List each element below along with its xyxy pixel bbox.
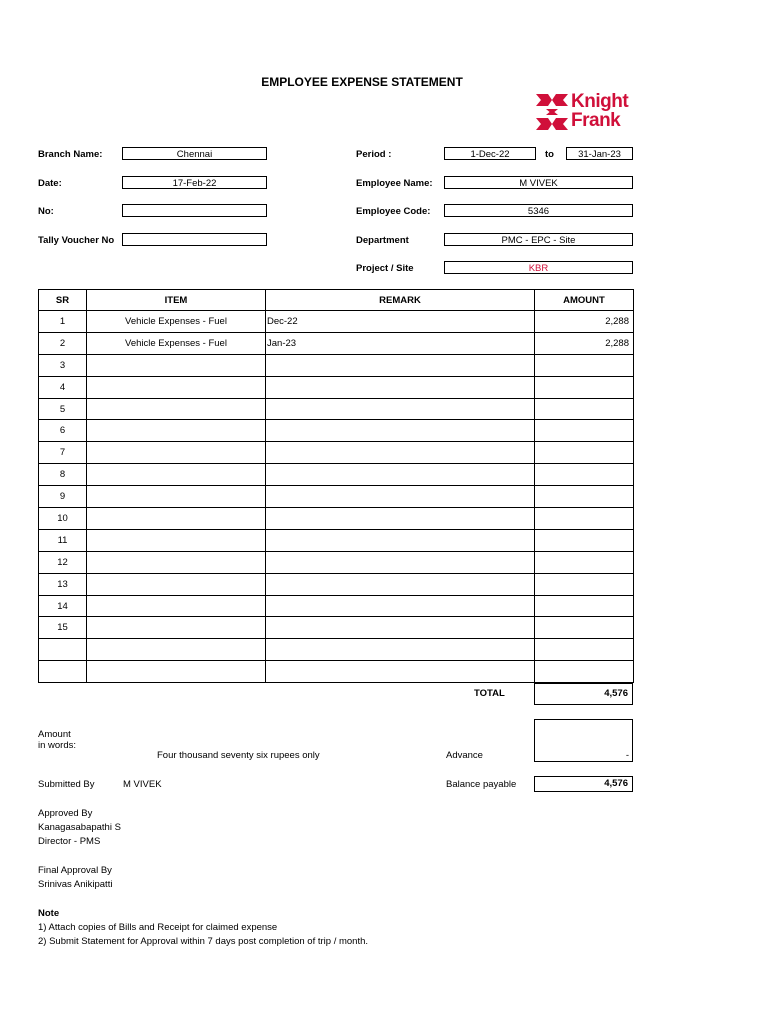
table-row (39, 442, 634, 464)
branch-label: Branch Name: (38, 149, 103, 160)
approved-by-name: Kanagasabapathi S (38, 822, 121, 833)
amount-cell[interactable] (535, 617, 634, 639)
period-label: Period : (356, 149, 392, 160)
sr-cell[interactable]: 8 (39, 464, 87, 486)
no-field[interactable] (122, 204, 267, 217)
item-cell[interactable] (87, 464, 266, 486)
submitted-by-label: Submitted By (38, 779, 95, 790)
table-row (39, 661, 634, 683)
expense-table (38, 289, 634, 683)
table-row (39, 464, 634, 486)
remark-cell[interactable] (266, 573, 535, 595)
remark-cell[interactable] (266, 442, 535, 464)
branch-field[interactable]: Chennai (122, 147, 267, 160)
project-field[interactable]: KBR (444, 261, 633, 274)
amount-cell[interactable] (535, 595, 634, 617)
period-from-field[interactable]: 1-Dec-22 (444, 147, 536, 160)
submitted-by-value: M VIVEK (123, 779, 162, 790)
table-row (39, 639, 634, 661)
remark-cell[interactable]: Jan-23 (266, 332, 535, 354)
item-cell[interactable] (87, 486, 266, 508)
table-row (39, 311, 634, 333)
sr-cell[interactable]: 6 (39, 420, 87, 442)
amount-cell[interactable] (535, 376, 634, 398)
sr-cell[interactable]: 12 (39, 551, 87, 573)
sr-cell[interactable]: 13 (39, 573, 87, 595)
remark-cell[interactable] (266, 486, 535, 508)
remark-cell[interactable] (266, 354, 535, 376)
approved-by-label: Approved By (38, 808, 93, 819)
remark-cell[interactable] (266, 376, 535, 398)
period-to-word: to (545, 149, 554, 160)
table-row (39, 376, 634, 398)
table-row (39, 551, 634, 573)
table-row (39, 420, 634, 442)
project-label: Project / Site (356, 263, 414, 274)
employee-code-field[interactable]: 5346 (444, 204, 633, 217)
amount-cell[interactable] (535, 551, 634, 573)
item-cell[interactable]: Vehicle Expenses - Fuel (87, 332, 266, 354)
amount-cell[interactable] (535, 354, 634, 376)
table-row (39, 354, 634, 376)
remark-cell[interactable] (266, 420, 535, 442)
balance-payable-value: 4,576 (534, 776, 633, 792)
remark-cell[interactable] (266, 529, 535, 551)
department-label: Department (356, 235, 409, 246)
table-row (39, 486, 634, 508)
sr-cell[interactable] (39, 661, 87, 683)
item-cell[interactable] (87, 661, 266, 683)
remark-cell[interactable] (266, 464, 535, 486)
table-row (39, 332, 634, 354)
item-cell[interactable] (87, 398, 266, 420)
notes-block (38, 907, 368, 949)
sr-cell[interactable]: 2 (39, 332, 87, 354)
amount-cell[interactable] (535, 661, 634, 683)
item-cell[interactable] (87, 551, 266, 573)
amount-cell[interactable] (535, 398, 634, 420)
date-label: Date: (38, 178, 62, 189)
final-approval-name: Srinivas Anikipatti (38, 879, 113, 890)
amount-header: AMOUNT (535, 290, 634, 311)
sr-cell[interactable]: 10 (39, 508, 87, 530)
amount-cell[interactable] (535, 420, 634, 442)
remark-cell[interactable] (266, 639, 535, 661)
sr-cell[interactable]: 3 (39, 354, 87, 376)
final-approval-label: Final Approval By (38, 865, 112, 876)
table-row (39, 398, 634, 420)
item-cell[interactable] (87, 617, 266, 639)
note-line-2: 2) Submit Statement for Approval within 7 days post completion of trip / month. (38, 936, 369, 947)
sr-cell[interactable]: 14 (39, 595, 87, 617)
amount-cell[interactable] (535, 442, 634, 464)
remark-cell[interactable] (266, 551, 535, 573)
total-value: 4,576 (534, 683, 633, 705)
approved-by-title: Director - PMS (38, 836, 101, 847)
item-cell[interactable]: Vehicle Expenses - Fuel (87, 311, 266, 333)
logo-mark-icon (536, 92, 568, 132)
remark-header: REMARK (266, 290, 535, 311)
item-cell[interactable] (87, 595, 266, 617)
logo-text: Knight Frank (571, 91, 629, 131)
note-line-1: 1) Attach copies of Bills and Receipt for claimed expense (38, 922, 278, 933)
advance-label: Advance (446, 750, 483, 761)
date-field[interactable]: 17-Feb-22 (122, 176, 267, 189)
amount-cell[interactable] (535, 486, 634, 508)
amount-words-label: Amount in words: (38, 729, 77, 751)
item-cell[interactable] (87, 573, 266, 595)
company-logo (536, 92, 631, 132)
remark-cell[interactable] (266, 508, 535, 530)
amount-words-value: Four thousand seventy six rupees only (157, 750, 320, 761)
tally-voucher-field[interactable] (122, 233, 267, 246)
page-title: EMPLOYEE EXPENSE STATEMENT (261, 75, 463, 89)
sr-cell[interactable]: 7 (39, 442, 87, 464)
item-cell[interactable] (87, 508, 266, 530)
item-cell[interactable] (87, 376, 266, 398)
approved-by-block (38, 807, 121, 849)
item-cell[interactable] (87, 354, 266, 376)
notes-heading: Note (38, 908, 60, 919)
table-row (39, 573, 634, 595)
no-label: No: (38, 206, 54, 217)
sr-cell[interactable]: 15 (39, 617, 87, 639)
final-approval-block (38, 864, 112, 892)
amount-cell[interactable] (535, 639, 634, 661)
table-header-row (39, 290, 634, 311)
balance-payable-label: Balance payable (446, 779, 517, 790)
remark-cell[interactable] (266, 398, 535, 420)
employee-code-label: Employee Code: (356, 206, 431, 217)
amount-cell[interactable] (535, 529, 634, 551)
amount-cell[interactable] (535, 573, 634, 595)
amount-cell[interactable] (535, 508, 634, 530)
item-cell[interactable] (87, 442, 266, 464)
table-row (39, 508, 634, 530)
sr-header: SR (39, 290, 87, 311)
item-header: ITEM (87, 290, 266, 311)
sr-cell[interactable]: 5 (39, 398, 87, 420)
table-row (39, 595, 634, 617)
remark-cell[interactable] (266, 661, 535, 683)
department-field[interactable]: PMC - EPC - Site (444, 233, 633, 246)
employee-name-label: Employee Name: (356, 178, 433, 189)
sr-cell[interactable]: 4 (39, 376, 87, 398)
item-cell[interactable] (87, 639, 266, 661)
advance-value: - (625, 750, 629, 761)
amount-cell[interactable] (535, 464, 634, 486)
sr-cell[interactable]: 11 (39, 529, 87, 551)
item-cell[interactable] (87, 529, 266, 551)
total-label: TOTAL (474, 688, 505, 699)
amount-cell[interactable]: 2,288 (535, 311, 634, 333)
table-row (39, 617, 634, 639)
item-cell[interactable] (87, 420, 266, 442)
sr-cell[interactable] (39, 639, 87, 661)
remark-cell[interactable] (266, 595, 535, 617)
sr-cell[interactable]: 9 (39, 486, 87, 508)
period-to-field[interactable]: 31-Jan-23 (566, 147, 633, 160)
remark-cell[interactable] (266, 617, 535, 639)
tally-voucher-label: Tally Voucher No (38, 235, 115, 246)
employee-name-field[interactable]: M VIVEK (444, 176, 633, 189)
sr-cell[interactable]: 1 (39, 311, 87, 333)
amount-cell[interactable]: 2,288 (535, 332, 634, 354)
remark-cell[interactable]: Dec-22 (266, 311, 535, 333)
table-row (39, 529, 634, 551)
